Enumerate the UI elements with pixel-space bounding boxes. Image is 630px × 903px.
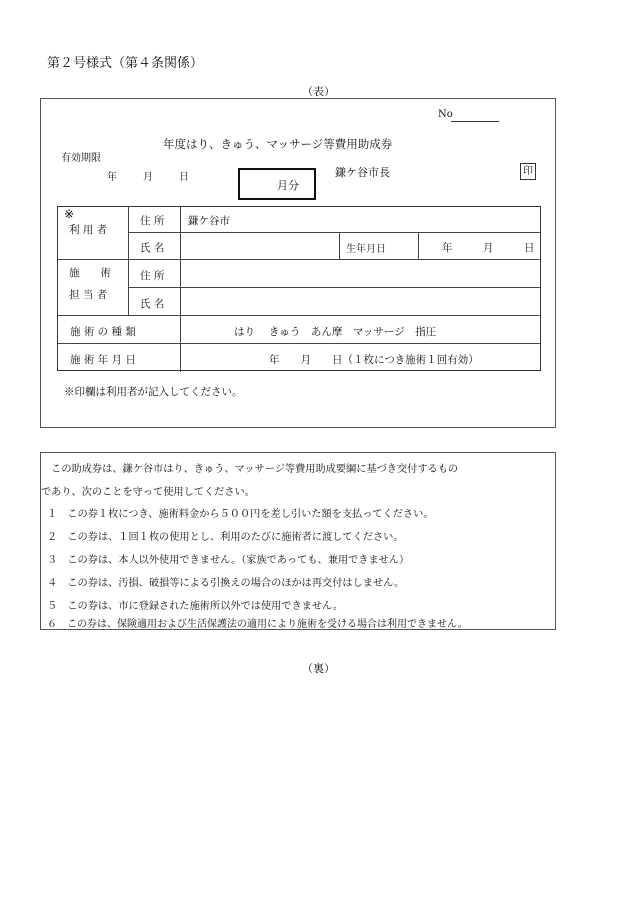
month-box: [238, 168, 316, 200]
birthdate-label: 生年月日: [346, 244, 386, 255]
validity-day: 日: [179, 172, 189, 183]
col-divider: [128, 207, 129, 315]
rule-item: ２ この券は、１回１枚の使用とし、利用のたびに施術者に渡してください。: [47, 532, 404, 543]
validity-label: 有効期限: [61, 153, 101, 164]
seal-mark: 印: [520, 163, 536, 180]
col-divider: [180, 207, 181, 372]
row-divider: [58, 343, 541, 344]
validity-year: 年: [107, 172, 117, 183]
practitioner-label-line2: 担 当 者: [69, 289, 108, 301]
col-divider: [418, 232, 419, 259]
user-label: 利 用 者: [69, 224, 108, 236]
subsidy-ticket: [40, 98, 556, 428]
rule-item: １ この券１枚につき、施術料金から５００円を差し引いた額を支払ってください。: [47, 509, 434, 520]
ticket-table: [57, 206, 541, 371]
birthdate-day: 日: [524, 242, 535, 254]
rules-intro-line1: この助成券は、鎌ケ谷市はり、きゅう、マッサージ等費用助成要綱に基づき交付するもの: [41, 464, 459, 475]
rules-intro-line2: であり、次のことを守って使用してください。: [41, 487, 255, 498]
front-side-label: （表）: [302, 85, 335, 98]
ticket-number-label: No: [438, 109, 453, 120]
row-divider: [58, 259, 541, 260]
validity-date: [107, 168, 189, 183]
user-address-value: 鎌ケ谷市: [188, 215, 230, 227]
birthdate-year: 年: [442, 242, 453, 254]
ticket-title: 年度はり、きゅう、マッサージ等費用助成券: [163, 137, 393, 151]
validity-month: 月: [143, 172, 153, 183]
row-divider: [128, 287, 541, 288]
treatment-types: はり きゅう あん摩 マッサージ 指圧: [234, 326, 437, 338]
rule-item: ５ この券は、市に登録された施術所以外では使用できません。: [47, 601, 344, 612]
row-divider: [58, 315, 541, 316]
back-side-label: （裏）: [302, 662, 335, 675]
birthdate-month: 月: [483, 242, 494, 254]
practitioner-label-line1: 施 術: [69, 267, 111, 279]
practitioner-address-label: 住 所: [140, 270, 165, 282]
user-address-label: 住 所: [140, 215, 165, 227]
usage-rules: [40, 452, 556, 630]
rule-item: ４ この券は、汚損、破損等による引換えの場合のほかは再交付はしません。: [47, 578, 405, 589]
row-divider: [128, 232, 541, 233]
user-name-label: 氏 名: [140, 242, 165, 254]
treatment-date-value: 年 月 日（１枚につき施術１回有効）: [269, 354, 479, 366]
mayor-title: 鎌ケ谷市長: [335, 166, 390, 179]
user-asterisk: ※: [64, 207, 75, 221]
form-number: 第２号様式（第４条関係）: [47, 56, 204, 71]
practitioner-name-label: 氏 名: [140, 298, 165, 310]
col-divider: [339, 232, 340, 259]
rule-item: ６ この券は、保険適用および生活保護法の適用により施術を受ける場合は利用できません。: [47, 619, 468, 630]
month-box-label: 月分: [277, 179, 299, 192]
ticket-number-line: [451, 121, 499, 122]
user-note: ※印欄は利用者が記入してください。: [64, 386, 243, 398]
treatment-type-label: 施 術 の 種 類: [70, 326, 136, 338]
treatment-date-label: 施 術 年 月 日: [70, 354, 136, 366]
rule-item: ３ この券は、本人以外使用できません。（家族であっても、兼用できません）: [47, 555, 410, 566]
